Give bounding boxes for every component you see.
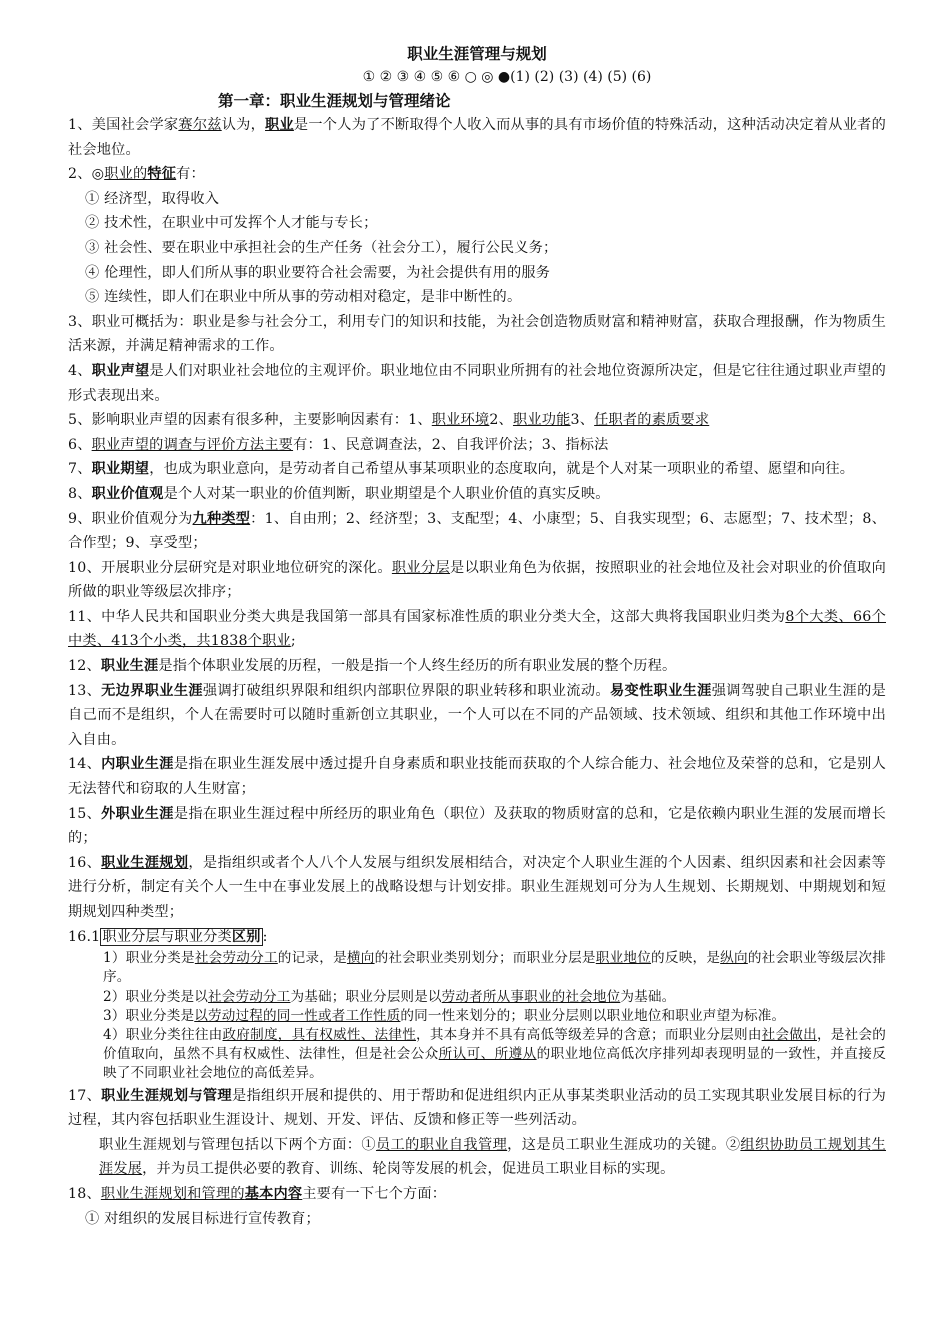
item-1: 1、美国社会学家赛尔兹认为，职业是一个人为了不断取得个人收入而从事的具有市场价值的特殊活动，这种活动决定着从业者的社会地位。	[68, 117, 886, 158]
item-6: 6、职业声望的调查与评价方法主要有：1、民意调查法，2、自我评价法；3、指标法	[68, 436, 609, 453]
item-5: 5、影响职业声望的因素有很多种，主要影响因素有：1、职业环境2、职业功能3、任职者的素质要求	[68, 412, 710, 429]
item-8: 8、职业价值观是个人对某一职业的价值判断，职业期望是个人职业价值的真实反映。	[68, 485, 610, 502]
item-4: 4、职业声望是人们对职业社会地位的主观评价。职业地位由不同职业所拥有的社会地位资源所决定，但是它往往通过职业声望的形式表现出来。	[68, 362, 886, 404]
chapter-heading: 第一章：职业生涯规划与管理绪论	[218, 91, 451, 110]
feature-4: ④ 伦理性，即人们所从事的职业要符合社会需要，为社会提供有用的服务	[85, 264, 551, 281]
item-11: 11、中华人民共和国职业分类大典是我国第一部具有国家标准性质的职业分类大全，这部大典将我国职业归类为8个大类、66个中类、413个小类，共1838个职业;	[68, 608, 886, 650]
item-18: 18、职业生涯规划和管理的基本内容主要有一下七个方面：	[68, 1185, 447, 1202]
item-7: 7、职业期望，也成为职业意向，是劳动者自己希望从事某项职业的态度取向，就是个人对某一项职业的希望、愿望和向往。	[68, 461, 855, 478]
item-16: 16、职业生涯规划，是指组织或者个人八个人发展与组织发展相结合，对决定个人职业生涯的个人因素、组织因素和社会因素等进行分析，制定有关个人一生中在事业发展上的战略设想与计划安排。职业生涯规划可分为人生规划、长期规划、中期规划和短期规划四种类型；	[68, 854, 887, 920]
item-18-point-1: ① 对组织的发展目标进行宣传教育；	[85, 1210, 320, 1227]
document-page	[68, 42, 886, 1231]
item-12: 12、职业生涯是指个体职业发展的历程，一般是指一个人终生经历的所有职业发展的整个历程。	[68, 658, 677, 675]
feature-3: ③ 社会性、要在职业中承担社会的生产任务（社会分工），履行公民义务；	[85, 239, 558, 256]
feature-1: ① 经济型，取得收入	[85, 190, 220, 207]
item-17-aspects: 职业生涯规划与管理包括以下两个方面：①员工的职业自我管理，这是员工职业生涯成功的关键。②组织协助员工规划其生涯发展，并为员工提供必要的教育、训练、轮岗等发展的机会，促进员工职业目标的实现。	[99, 1136, 886, 1178]
item-14: 14、内职业生涯是指在职业生涯发展中透过提升自身素质和职业技能而获取的个人综合能力、社会地位及荣誉的总和，它是别人无法替代和窃取的人生财富；	[68, 756, 886, 798]
document-title: 职业生涯管理与规划	[407, 44, 547, 63]
item-17: 17、职业生涯规划与管理是指组织开展和提供的、用于帮助和促进组织内正从事某类职业活动的员工实现其职业发展目标的行为过程，其内容包括职业生涯设计、规划、开发、评估、反馈和修正等一些列活动。	[68, 1087, 886, 1129]
feature-2: ② 技术性，在职业中可发挥个人才能与专长；	[85, 215, 378, 232]
item-9: 9、职业价值观分为九种类型：1、自由刑；2、经济型；3、支配型；4、小康型；5、自我实现型；6、志愿型；7、技术型；8、合作型；9、享受型；	[68, 510, 886, 552]
item-16-1: 16.1 职业分层与职业分类区别 :	[68, 928, 268, 945]
item-3: 3、职业可概括为：职业是参与社会分工，利用专门的知识和技能，为社会创造物质财富和精神财富，获取合理报酬，作为物质生活来源，并满足精神需求的工作。	[68, 313, 886, 355]
feature-5: ⑤ 连续性，即人们在职业中所从事的劳动相对稳定，是非中断性的。	[85, 289, 522, 306]
item-2: 2、◎职业的特征有：	[68, 166, 205, 183]
symbol-legend: ① ② ③ ④ ⑤ ⑥ ○ ◎ ●(1) (2) (3) (4) (5) (6)	[362, 69, 652, 85]
item-13: 13、无边界职业生涯强调打破组织界限和组织内部职位界限的职业转移和职业流动。易变性职业生涯强调驾驶自己职业生涯的是自己而不是组织，个人在需要时可以随时重新创立其职业，一个人可以在不同的产品领域、技术领域、组织和其他工作环境中出入自由。	[68, 682, 886, 748]
item-15: 15、外职业生涯是指在职业生涯过程中所经历的职业角色（职位）及获取的物质财富的总和，它是依赖内职业生涯的发展而增长的；	[68, 805, 886, 847]
difference-1: 1）职业分类是社会劳动分工的记录，是横向的社会职业类别划分；而职业分层是职业地位的反映，是纵向的社会职业等级层次排序。	[103, 950, 886, 986]
difference-list	[68, 949, 886, 1083]
difference-3: 3）职业分类是以劳动过程的同一性或者工作性质的同一性来划分的；职业分层则以职业地位和职业声望为标准。	[103, 1007, 786, 1024]
difference-2: 2）职业分类是以社会劳动分工为基础；职业分层则是以劳动者所从事职业的社会地位为基础。	[103, 988, 676, 1005]
item-10: 10、开展职业分层研究是对职业地位研究的深化。职业分层是以职业角色为依据，按照职业的社会地位及社会对职业的价值取向所做的职业等级层次排序；	[68, 559, 886, 601]
difference-4: 4）职业分类往往由政府制度，具有权威性、法律性，其本身并不具有高低等级差异的含意；而职业分层则由社会做出，是社会的价值取向，虽然不具有权威性、法律性，但是社会公众所认可、所遵从的职业地位高低次序排列却表现明显的一致性，并直接反映了不同职业社会地位的高低差异。	[103, 1027, 887, 1082]
